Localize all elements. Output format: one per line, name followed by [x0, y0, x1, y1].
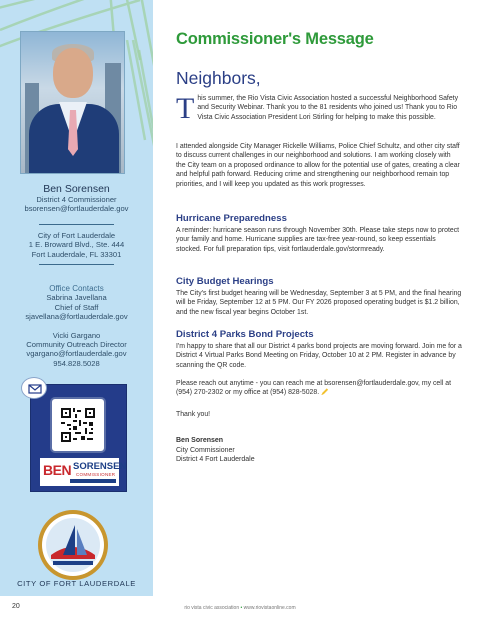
contact-title: Chief of Staff — [54, 302, 99, 312]
qr-code[interactable] — [50, 397, 106, 453]
email-icon — [21, 377, 47, 399]
ben-sorensen-logo — [40, 458, 127, 486]
commissioner-photo — [20, 31, 125, 174]
page-title: Commissioner's Message — [176, 30, 374, 48]
closing-paragraph — [176, 379, 462, 398]
logo-subtitle: COMMISSIONER — [76, 472, 116, 477]
commissioner-role: District 4 Commissioner — [36, 195, 117, 204]
signature-name: Ben Sorensen — [176, 437, 224, 444]
contact-phone: 954.828.5028 — [53, 358, 100, 368]
commissioner-contact-block — [0, 183, 153, 214]
commissioner-email[interactable]: bsorensen@fortlauderdale.gov — [24, 204, 129, 214]
city-label: CITY OF FORT LAUDERDALE — [17, 579, 136, 588]
section-text: I'm happy to share that all our District 4 parks bond projects are moving forward. Join me for a District 4 Virtual Parks Bond Meeting on Friday, October 10 at 2 PM. Register in advance by scanning the QR code. — [176, 343, 462, 369]
commissioner-name: Ben Sorensen — [43, 183, 110, 195]
qr-code-icon — [61, 408, 95, 442]
footer-org: rio vista civic association — [184, 605, 240, 611]
logo-last-name: SORENSEN — [73, 461, 127, 472]
city-seal-icon — [37, 509, 109, 581]
contact-title: Community Outreach Director — [26, 340, 127, 350]
divider — [39, 264, 114, 265]
paragraph-2: I attended alongside City Manager Rickelle Williams, Police Chief Schultz, and other city staff to discuss current challenges in our neighborhood and solutions. I am working closely with the City team on a proposed ordinance to allow for the potential use of gates, creating a clear and helpful path forward. Reducing crime and strengthening our neighborhood remain top priorities, and I will keep you updated as this work progresses. — [176, 143, 460, 188]
address-line: Fort Lauderdale, FL 33301 — [31, 249, 122, 259]
qr-card — [30, 384, 127, 492]
intro-text: his summer, the Rio Vista Civic Association hosted a successful Neighborhood Safety and Security Webinar. Thank you to the 81 residents who joined us! Thank you to Rio Vista Civic Association President Lori Stirling for helping to make this possible. — [197, 95, 459, 121]
footer-url[interactable]: www.riovistaonline.com — [243, 605, 296, 611]
address-line: City of Fort Lauderdale — [37, 231, 116, 240]
pencil-icon — [321, 388, 328, 395]
signature-block — [176, 436, 255, 465]
signature-district: District 4 Fort Lauderdale — [176, 456, 255, 464]
address-line: 1 E. Broward Blvd., Ste. 444 — [28, 240, 125, 250]
divider — [39, 224, 114, 225]
contact-email[interactable]: sjavellana@fortlauderdale.gov — [25, 312, 128, 322]
intro-paragraph — [176, 92, 462, 125]
sidebar-panel — [0, 0, 153, 596]
office-contacts-block — [0, 284, 153, 368]
footer-bullet: • — [240, 605, 243, 611]
contact-name: Sabrina Javellana — [46, 293, 107, 303]
contact-email[interactable]: vgargano@fortlauderdale.gov — [26, 349, 127, 359]
footer — [0, 605, 480, 611]
logo-first-name: BEN — [43, 462, 72, 478]
section-text: A reminder: hurricane season runs through November 30th. Please take steps now to protect your family and home. Hurricane supplies are tax-free year-round, so keep essentials stocked. For full preparation tips, visit fortlauderdale.gov/stormready. — [176, 227, 460, 253]
closing-text: Please reach out anytime - you can reach me at bsorensen@fortlauderdale.gov, my cell at (954) 270-2302 or my office at (954) 828-5028. — [176, 380, 451, 397]
signature-title: City Commissioner — [176, 446, 235, 454]
drop-cap: T — [176, 92, 195, 125]
section-heading: Hurricane Preparedness — [176, 213, 287, 224]
address-block — [0, 231, 153, 259]
palm-leaf-decoration-right — [125, 40, 153, 180]
contact-name: Vicki Gargano — [52, 330, 101, 340]
greeting: Neighbors, — [176, 68, 261, 88]
thanks: Thank you! — [176, 411, 211, 418]
page-number: 20 — [12, 603, 20, 610]
office-contacts-heading: Office Contacts — [49, 284, 104, 293]
section-text: The City's first budget hearing will be Wednesday, September 3 at 5 PM, and the final hearing will be Friday, September 12 at 5 PM. Our FY 2026 proposed operating budget is $1.2 billion, and the new fiscal year begins October 1st. — [176, 290, 462, 316]
section-heading: City Budget Hearings — [176, 276, 274, 287]
section-heading: District 4 Parks Bond Projects — [176, 329, 314, 340]
